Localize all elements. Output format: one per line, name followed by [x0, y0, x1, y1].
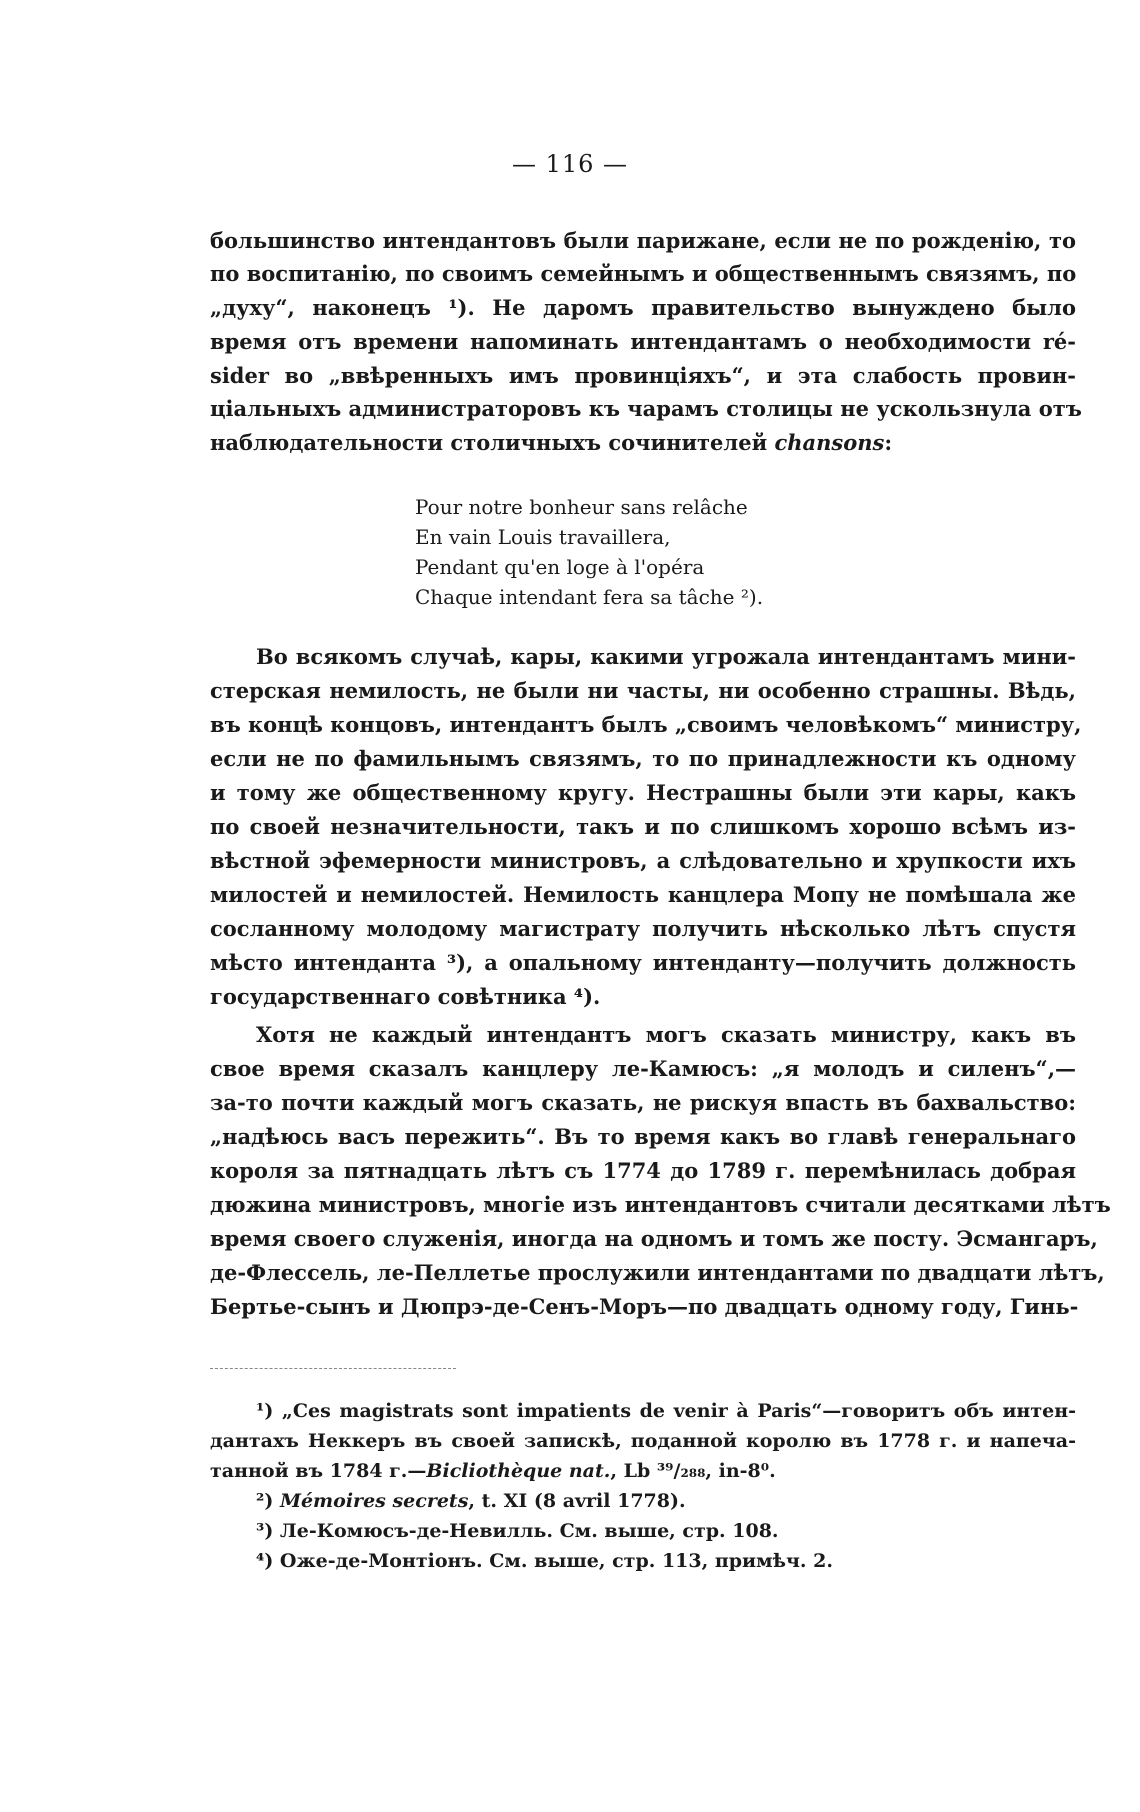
text-span: наблюдательности столичныхъ сочинителей [210, 430, 768, 455]
page-number: — 116 — [511, 150, 629, 178]
italic-title: Bicliothèque nat. [426, 1460, 611, 1482]
verse-line: Chaque intendant fera sa tâche ²). [415, 585, 764, 609]
text-line: Хотя не каждый интендантъ могъ сказать министру, какъ въ [256, 1022, 1076, 1047]
text-line: стерская немилость, не были ни часты, ни особенно страшны. Вѣдь, [210, 678, 1076, 703]
text-line: за-то почти каждый могъ сказать, не рискуя впасть въ бахвальство: [210, 1090, 1076, 1115]
text-line: государственнаго совѣтника ⁴). [210, 984, 601, 1009]
footnote-4: ⁴) Оже-де-Монтіонъ. См. выше, стр. 113, примѣч. 2. [256, 1550, 833, 1572]
text-line: вѣстной эфемерности министровъ, а слѣдовательно и хрупкости ихъ [210, 848, 1076, 873]
text-line: милостей и немилостей. Немилость канцлера Мопу не помѣшала же [210, 882, 1076, 907]
verse-line: Pour notre bonheur sans relâche [415, 495, 748, 519]
text-line: „духу“, наконецъ ¹). Не даромъ правительство вынуждено было [210, 295, 1076, 320]
verse-line: En vain Louis travaillera, [415, 525, 671, 549]
text-line: ціальныхъ администраторовъ къ чарамъ столицы не ускользнула отъ [210, 396, 1082, 421]
footnote-3: ³) Ле-Комюсъ-де-Невилль. См. выше, стр. 108. [256, 1520, 779, 1542]
text-line: и тому же общественному кругу. Нестрашны были эти кары, какъ [210, 780, 1076, 805]
text-line: свое время сказалъ канцлеру ле-Камюсъ: „я молодъ и силенъ“,— [210, 1056, 1076, 1081]
text-line: дюжина министровъ, многіе изъ интендантовъ считали десятками лѣтъ [210, 1192, 1111, 1217]
footnote-1-line: ¹) „Ces magistrats sont impatients de venir à Paris“—говоритъ объ интен- [256, 1400, 1076, 1422]
text-line [210, 428, 1076, 458]
footnote-1-line [210, 1458, 1076, 1485]
footnote-separator [210, 1368, 456, 1369]
punctuation: : [884, 430, 893, 455]
text-line: короля за пятнадцать лѣтъ съ 1774 до 1789 г. перемѣнилась добрая [210, 1158, 1076, 1183]
text-line: по воспитанію, по своимъ семейнымъ и общественнымъ связямъ, по [210, 261, 1077, 286]
text-line: сосланному молодому магистрату получить нѣсколько лѣтъ спустя [210, 916, 1076, 941]
footnote-1-line: дантахъ Неккеръ въ своей запискѣ, поданной королю въ 1778 г. и напеча- [210, 1430, 1076, 1452]
verse-line: Pendant qu'en loge à l'opéra [415, 555, 705, 579]
italic-word: chansons [774, 430, 885, 455]
text-span: танной въ 1784 г.— [210, 1460, 427, 1482]
footnote-marker: ²) [256, 1490, 274, 1512]
text-line: время своего служенія, иногда на одномъ и томъ же посту. Эсмангаръ, [210, 1226, 1098, 1251]
footnote-2 [256, 1488, 1076, 1515]
text-line: Бертье-сынъ и Дюпрэ-де-Сенъ-Моръ—по двадцать одному году, Гинь- [210, 1294, 1079, 1319]
text-line: время отъ времени напоминать интендантамъ о необходимости ré- [210, 329, 1076, 354]
text-line: большинство интендантовъ были парижане, если не по рожденію, то [210, 228, 1076, 253]
text-line: Во всякомъ случаѣ, кары, какими угрожала интендантамъ мини- [256, 644, 1076, 669]
text-line: мѣсто интенданта ³), а опальному интенданту—получить должность [210, 950, 1076, 975]
text-line: sider во „ввѣренныхъ имъ провинціяхъ“, и эта слабость провин- [210, 363, 1076, 388]
text-span: , t. XI (8 avril 1778). [468, 1490, 686, 1512]
italic-title: Mémoires secrets [279, 1490, 469, 1512]
text-line: „надѣюсь васъ пережить“. Въ то время какъ во главѣ генеральнаго [210, 1124, 1076, 1149]
text-line: въ концѣ концовъ, интендантъ былъ „своимъ человѣкомъ“ министру, [210, 712, 1082, 737]
text-line: по своей незначительности, такъ и по слишкомъ хорошо всѣмъ из- [210, 814, 1076, 839]
text-line: де-Флессель, ле-Пеллетье прослужили интендантами по двадцати лѣтъ, [210, 1260, 1105, 1285]
text-line: если не по фамильнымъ связямъ, то по принадлежности къ одному [210, 746, 1076, 771]
text-span: , Lb ³⁹/₂₈₈, in-8⁰. [610, 1460, 776, 1482]
